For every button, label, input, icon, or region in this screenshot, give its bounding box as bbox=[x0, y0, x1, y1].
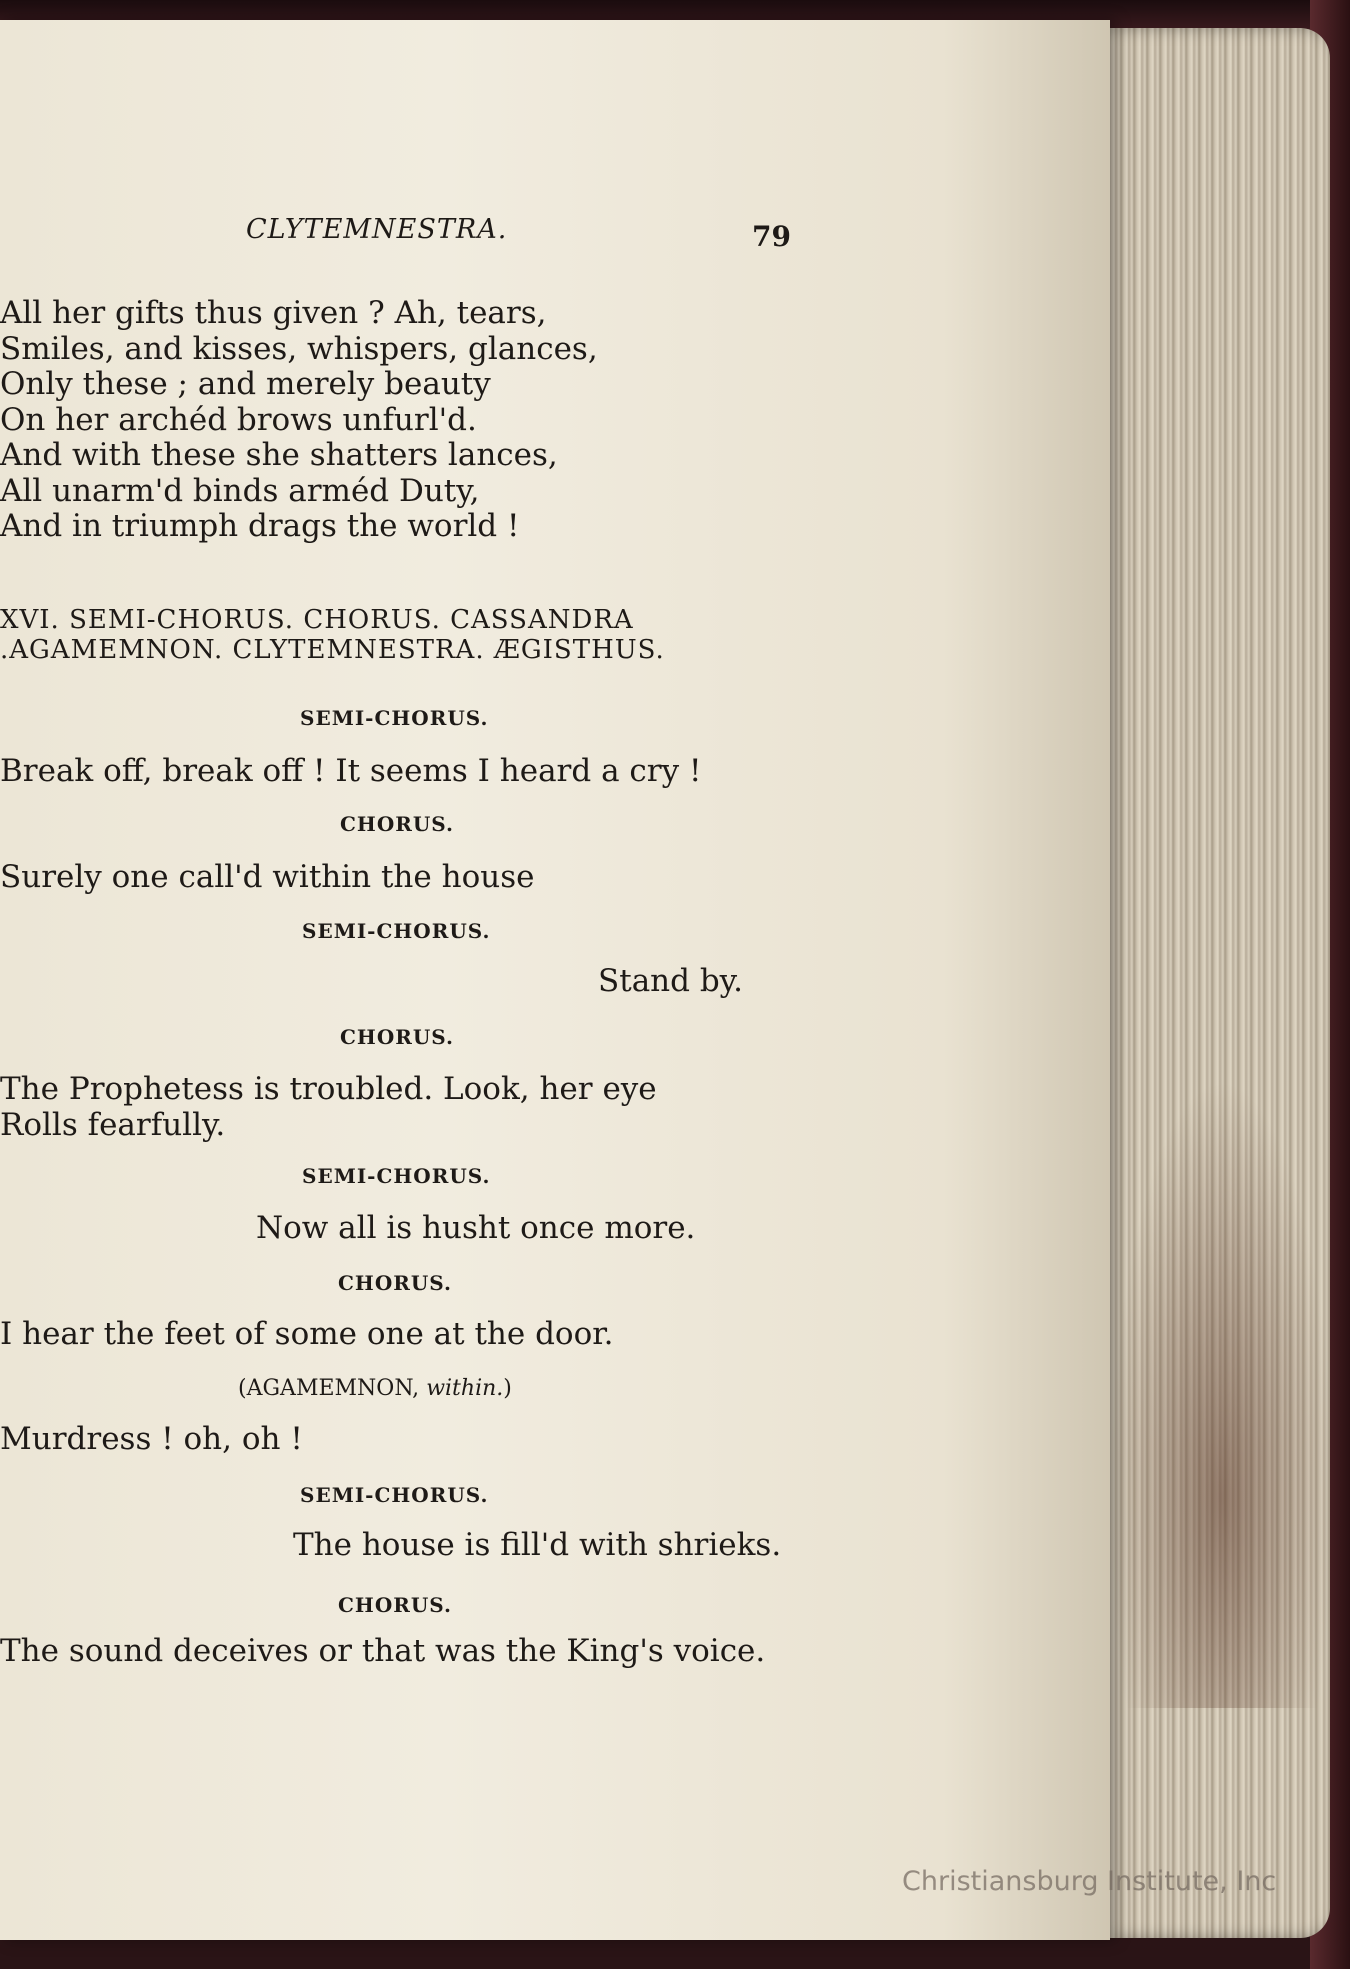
speech-line: Break off, break off ! It seems I heard a cry ! bbox=[0, 753, 702, 789]
speech-line: The sound deceives or that was the King's voice. bbox=[0, 1633, 766, 1669]
watermark-text: Christiansburg Institute, Inc bbox=[902, 1866, 1277, 1897]
speech-line: Stand by. bbox=[598, 963, 743, 999]
verse-line: And in triumph drags the world ! bbox=[0, 508, 520, 544]
stage-direction-note: within. bbox=[426, 1376, 504, 1401]
verse-line: On her archéd brows unfurl'd. bbox=[0, 402, 477, 438]
speaker-label: CHORUS. bbox=[338, 1593, 452, 1617]
running-title: CLYTEMNESTRA. bbox=[246, 214, 508, 245]
speaker-label: SEMI-CHORUS. bbox=[302, 1164, 491, 1188]
speech-line: Rolls fearfully. bbox=[0, 1107, 226, 1143]
speaker-label: CHORUS. bbox=[338, 1271, 452, 1295]
verse-line: All her gifts thus given ? Ah, tears, bbox=[0, 295, 547, 331]
speaker-label: SEMI-CHORUS. bbox=[300, 706, 489, 730]
page-edge-stain bbox=[1090, 1008, 1330, 1708]
verse-line: Smiles, and kisses, whispers, glances, bbox=[0, 331, 598, 367]
book-page bbox=[0, 20, 1110, 1940]
speaker-label: SEMI-CHORUS. bbox=[302, 919, 491, 943]
speaker-label: CHORUS. bbox=[340, 812, 454, 836]
stage-direction-speaker: AGAMEMNON, bbox=[246, 1376, 420, 1401]
speech-line: Surely one call'd within the house bbox=[0, 859, 535, 895]
speech-line: Now all is husht once more. bbox=[256, 1210, 696, 1246]
speech-line: The house is fill'd with shrieks. bbox=[293, 1527, 782, 1563]
speech-line: I hear the feet of some one at the door. bbox=[0, 1316, 614, 1352]
page-edges bbox=[1090, 28, 1330, 1938]
stage-direction: (AGAMEMNON, within.) bbox=[238, 1376, 512, 1401]
speech-line: The Prophetess is troubled. Look, her eye bbox=[0, 1071, 657, 1107]
speaker-label: SEMI-CHORUS. bbox=[300, 1483, 489, 1507]
verse-line: All unarm'd binds arméd Duty, bbox=[0, 473, 480, 509]
speech-line: Murdress ! oh, oh ! bbox=[0, 1421, 303, 1457]
verse-line: And with these she shatters lances, bbox=[0, 437, 558, 473]
scene-heading-line: XVI. SEMI-CHORUS. CHORUS. CASSANDRA bbox=[0, 605, 634, 635]
verse-line: Only these ; and merely beauty bbox=[0, 366, 491, 402]
speaker-label: CHORUS. bbox=[340, 1025, 454, 1049]
page-number: 79 bbox=[752, 220, 791, 253]
scene-heading-line: .AGAMEMNON. CLYTEMNESTRA. ÆGISTHUS. bbox=[0, 635, 665, 665]
